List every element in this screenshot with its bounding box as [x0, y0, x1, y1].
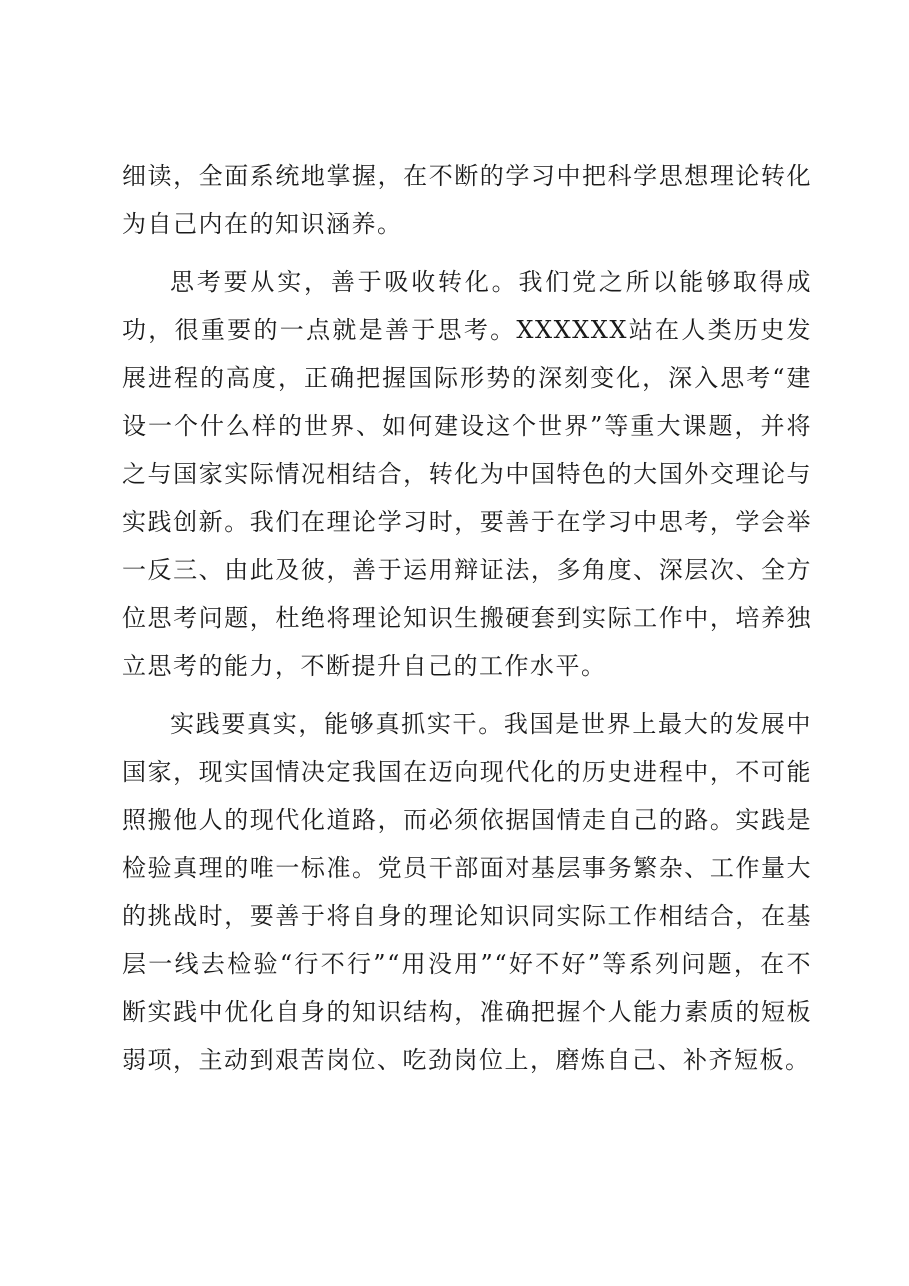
paragraph-thinking: 思考要从实，善于吸收转化。我们党之所以能够取得成功，很重要的一点就是善于思考。XXXXXX站在人类历史发展进程的高度，正确把握国际形势的深刻变化，深入思考“建设一个什么样的世界、如何建设这个世界”等重大课题，并将之与国家实际情况相结合，转化为中国特色的大国外交理论与实践创新。我们在理论学习时，要善于在学习中思考，学会举一反三、由此及彼，善于运用辩证法，多角度、深层次、全方位思考问题，杜绝将理论知识生搬硬套到实际工作中，培养独立思考的能力，不断提升自己的工作水平。 — [122, 268, 812, 680]
paragraph-continuation: 细读，全面系统地掌握，在不断的学习中把科学思想理论转化为自己内在的知识涵养。 — [122, 162, 812, 238]
document-body — [122, 152, 812, 1084]
paragraph-practice: 实践要真实，能够真抓实干。我国是世界上最大的发展中国家，现实国情决定我国在迈向现代化的历史进程中，不可能照搬他人的现代化道路，而必须依据国情走自己的路。实践是检验真理的唯一标准。党员干部面对基层事务繁杂、工作量大的挑战时，要善于将自身的理论知识同实际工作相结合，在基层一线去检验“行不行”“用没用”“好不好”等系列问题，在不断实践中优化自身的知识结构，准确把握个人能力素质的短板弱项，主动到艰苦岗位、吃劲岗位上，磨炼自己、补齐短板。 — [122, 710, 812, 1074]
